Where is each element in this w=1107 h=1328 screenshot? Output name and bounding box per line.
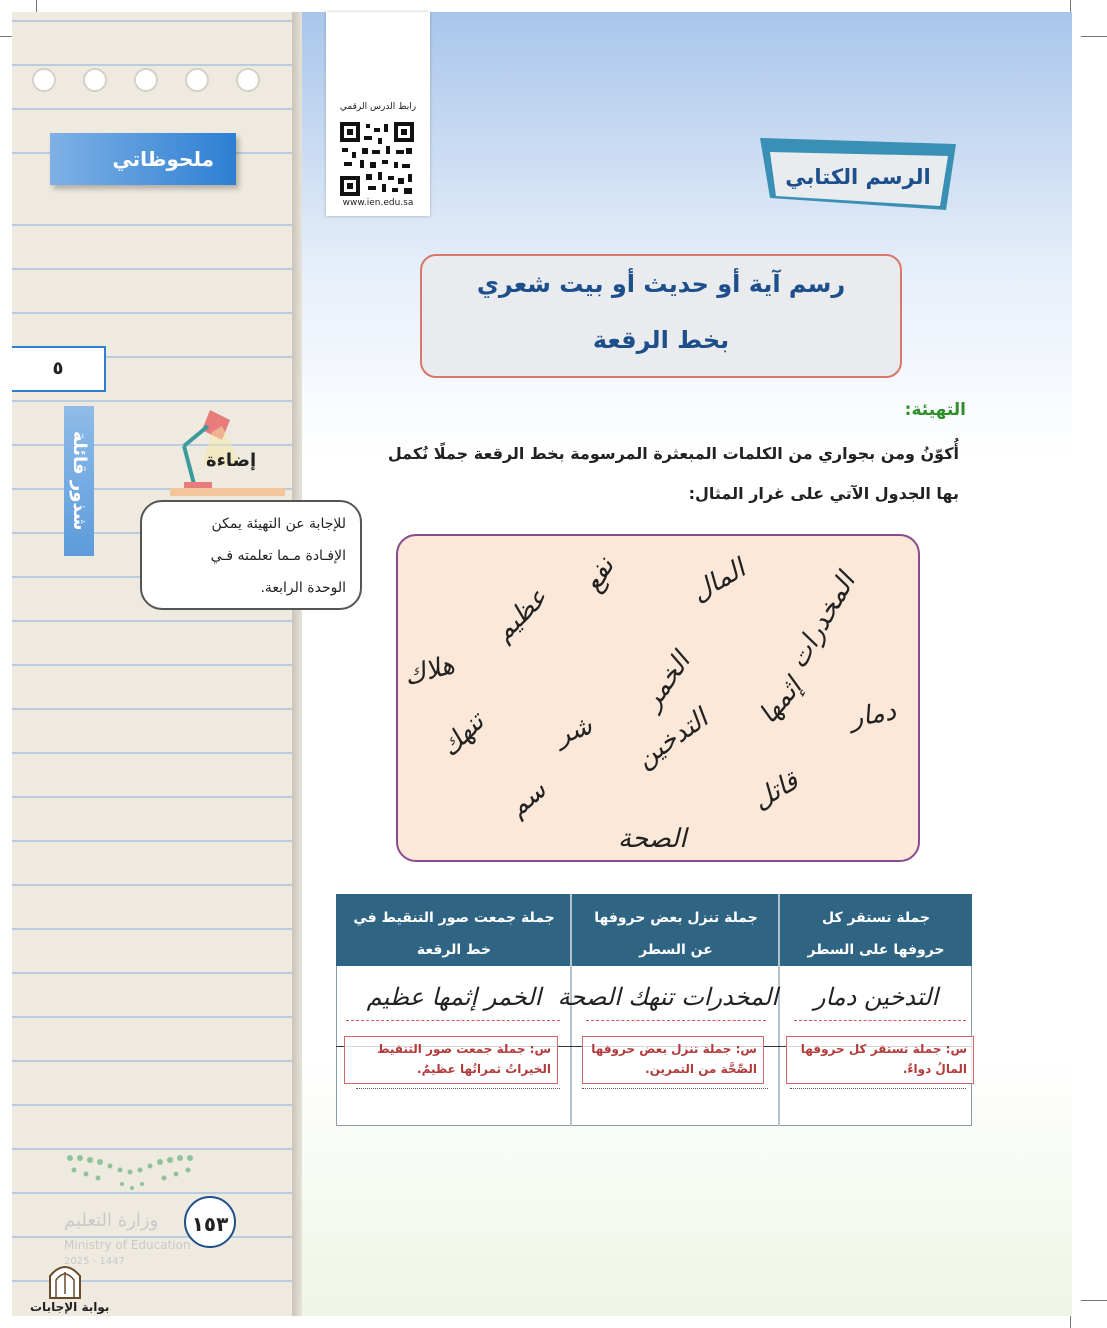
ministry-name-arabic: وزارة التعليم	[64, 1210, 159, 1231]
notebook-spine	[292, 12, 302, 1316]
table-header-col1: جملة تستقر كل حروفها على السطر	[780, 894, 972, 966]
table-answer-col1: التدخين دمار	[813, 983, 939, 1011]
ministry-name-english: Ministry of Education	[64, 1238, 191, 1252]
warmup-label: التهيئة:	[904, 400, 966, 420]
guide-line	[586, 1020, 766, 1021]
example-box-col2: س: جملة تنزل بعض حروفها الصِّحَّة من التمرين.	[582, 1036, 764, 1084]
watermark-label: بوابة الإجابات	[30, 1300, 110, 1314]
example-box-col3: س: جملة جمعت صور التنقيط الخيراتُ ثمراتُها عظيمٌ.	[344, 1036, 558, 1084]
lesson-title-line2: بخط الرقعة	[592, 326, 730, 354]
notes-panel	[12, 12, 296, 1316]
example-box-col1: س: جملة تستقر كل حروفها المالُ دواءٌ.	[786, 1036, 974, 1084]
scattered-word: المخدرات	[783, 568, 862, 674]
desk-lamp-icon	[172, 406, 242, 492]
page-number: ١٥٣	[184, 1196, 236, 1248]
qr-url[interactable]: www.ien.edu.sa	[342, 198, 414, 208]
guide-line	[346, 1020, 560, 1021]
ministry-logo-icon	[64, 1152, 200, 1196]
ministry-years: 2025 - 1447	[64, 1256, 125, 1267]
crop-mark	[1081, 1300, 1107, 1301]
scattered-word: نفع	[577, 552, 621, 598]
mosque-watermark-icon	[44, 1258, 86, 1300]
scattered-word: الخمر	[636, 647, 697, 715]
qr-code-icon[interactable]	[340, 122, 414, 196]
scattered-word: المال	[686, 553, 751, 609]
scattered-word: سم	[502, 774, 553, 824]
lamp-label: إضاءة	[206, 450, 257, 471]
writing-line	[356, 1088, 560, 1089]
scattered-word: عظيم	[488, 582, 554, 648]
unit-number: ٥	[12, 346, 106, 392]
table-divider	[778, 894, 780, 1126]
table-answer-col2: المخدرات تنهك الصحة	[557, 983, 778, 1011]
binder-hole-icon	[83, 68, 107, 92]
section-title: الرسم الكتابي	[785, 165, 931, 189]
crop-mark	[1081, 36, 1107, 37]
scattered-word: شر	[551, 710, 597, 752]
hint-line: للإجابة عن التهيئة يمكن	[211, 516, 346, 532]
scattered-word: قاتل	[747, 766, 804, 816]
unit-name-ribbon: شذور قائلة	[64, 406, 94, 556]
table-header-col2: جملة تنزل بعض حروفها عن السطر	[572, 894, 780, 966]
warmup-line2: بها الجدول الآتي على غرار المثال:	[688, 484, 959, 503]
hint-line: الإفـادة مـما تعلمته فـي	[210, 548, 346, 564]
hint-line: الوحدة الرابعة.	[260, 580, 346, 596]
hint-box	[140, 500, 362, 610]
table-header-col3: جملة جمعت صور التنقيط في خط الرقعة	[336, 894, 572, 966]
lesson-title-line1: رسم آية أو حديث أو بيت شعري	[476, 270, 846, 298]
scattered-word: تنهك	[434, 707, 491, 763]
writing-line	[790, 1088, 966, 1089]
scattered-word: دمار	[847, 696, 899, 734]
binder-hole-icon	[236, 68, 260, 92]
warmup-line1: أُكوّنُ ومن بجواري من الكلمات المبعثرة المرسومة بخط الرقعة جملًا نُكمل	[387, 444, 959, 463]
binder-hole-icon	[185, 68, 209, 92]
writing-line	[582, 1088, 768, 1089]
binder-hole-icon	[32, 68, 56, 92]
scattered-word: هلاك	[400, 649, 458, 693]
table-answer-col3: الخمر إثمها عظيم	[366, 983, 542, 1011]
qr-label: رابط الدرس الرقمي	[339, 102, 417, 112]
notes-title: ملحوظاتي	[50, 133, 236, 185]
scattered-word: التدخين	[630, 703, 714, 775]
scattered-word: إثمها	[753, 672, 809, 730]
binder-hole-icon	[134, 68, 158, 92]
guide-line	[794, 1020, 966, 1021]
lamp-base-bar	[170, 488, 285, 496]
scattered-word: الصحة	[618, 824, 687, 854]
